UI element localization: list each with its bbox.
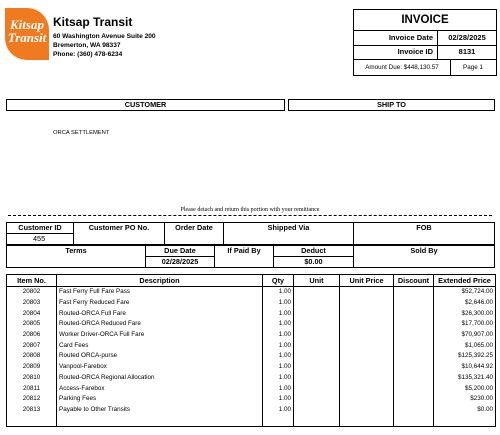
description-cell: Access-Farebox [57,383,263,394]
qty-cell: 1.00 [263,308,294,319]
col-item-no: Item No. [7,275,57,287]
ship-to-header: SHIP TO [288,99,495,111]
extended-price-cell: $26,300.00 [434,308,496,319]
qty-cell: 1.00 [263,319,294,330]
invoice-id-value: 8131 [458,47,476,56]
logo-line-1: Kitsap [10,17,44,32]
unit-cell [294,308,340,319]
unit-price-cell [340,415,394,426]
qty-cell: 1.00 [263,383,294,394]
customer-po-label: Customer PO No. [73,222,165,245]
unit-cell [294,287,340,298]
discount-cell [394,415,434,426]
extended-price-cell: $2,646.00 [434,298,496,309]
deduct-value: $0.00 [273,256,354,268]
invoice-id-label: Invoice ID [354,45,438,59]
extended-price-cell: $10,644.92 [434,362,496,373]
qty-cell: 1.00 [263,351,294,362]
discount-cell [394,362,434,373]
unit-cell [294,362,340,373]
customer-id-label: Customer ID [6,222,74,234]
shipped-via-label: Shipped Via [223,222,354,245]
qty-cell: 1.00 [263,373,294,384]
unit-cell [294,405,340,416]
invoice-box [353,9,497,76]
extended-price-cell: $125,392.25 [434,351,496,362]
table-row [7,351,496,362]
table-row [7,415,496,426]
discount-cell [394,373,434,384]
company-address-1: 60 Washington Avenue Suite 200 [53,33,156,40]
invoice-date-label: Invoice Date [354,31,438,45]
qty-cell: 1.00 [263,298,294,309]
company-phone: Phone: (360) 478-6234 [53,51,123,58]
line-items-table [6,274,496,427]
terms-label: Terms [6,245,146,268]
if-paid-by-label: If Paid By [214,245,274,268]
qty-cell: 1.00 [263,405,294,416]
table-row [7,319,496,330]
unit-price-cell [340,394,394,405]
table-header-row [7,275,496,287]
extended-price-cell: $70,907.00 [434,330,496,341]
description-cell: Routed ORCA-purse [57,351,263,362]
qty-cell: 1.00 [263,394,294,405]
discount-cell [394,308,434,319]
sold-by-label: Sold By [353,245,495,268]
amount-due: Amount Due: $448,130.57 [354,60,451,76]
detach-notice [0,207,500,213]
due-date-value: 02/28/2025 [145,256,215,268]
col-discount: Discount [394,275,434,287]
item-number-cell: 20803 [7,298,57,309]
description-cell [57,415,263,426]
description-cell: Vanpool-Farebox [57,362,263,373]
item-number-cell: 20810 [7,373,57,384]
description-cell: Parking Fees [57,394,263,405]
logo-line-2: Transit [7,30,47,45]
customer-id-value: 455 [6,233,74,245]
col-extended-price: Extended Price [434,275,496,287]
table-row [7,340,496,351]
page-number: Page 1 [463,64,483,71]
qty-cell: 1.00 [263,362,294,373]
invoice-id-row [354,45,496,60]
discount-cell [394,383,434,394]
due-date-label: Due Date [145,245,215,257]
qty-cell: 1.00 [263,330,294,341]
description-cell: Routed-ORCA Reduced Fare [57,319,263,330]
table-row [7,383,496,394]
item-number-cell: 20812 [7,394,57,405]
company-name: Kitsap Transit [53,15,133,29]
unit-price-cell [340,330,394,341]
unit-price-cell [340,308,394,319]
item-number-cell: 20808 [7,351,57,362]
deduct-label: Deduct [273,245,354,257]
extended-price-cell: $135,321.40 [434,373,496,384]
table-row [7,362,496,373]
invoice-date-value: 02/28/2025 [448,33,486,42]
unit-price-cell [340,340,394,351]
unit-price-cell [340,287,394,298]
company-logo [5,8,49,60]
item-number-cell: 20809 [7,362,57,373]
extended-price-cell: $230.00 [434,394,496,405]
unit-cell [294,340,340,351]
description-cell: Card Fees [57,340,263,351]
description-cell: Payable to Other Transits [57,405,263,416]
item-number-cell: 20804 [7,308,57,319]
unit-price-cell [340,405,394,416]
unit-cell [294,394,340,405]
description-cell: Routed-ORCA Regional Allocation [57,373,263,384]
unit-cell [294,373,340,384]
item-number-cell: 20805 [7,319,57,330]
description-cell: Fast Ferry Full Fare Pass [57,287,263,298]
col-description: Description [57,275,263,287]
unit-cell [294,330,340,341]
discount-cell [394,340,434,351]
discount-cell [394,405,434,416]
unit-cell [294,383,340,394]
unit-cell [294,351,340,362]
item-number-cell: 20811 [7,383,57,394]
table-row [7,405,496,416]
qty-cell: 1.00 [263,340,294,351]
customer-header: CUSTOMER [6,99,285,111]
qty-cell [263,415,294,426]
unit-price-cell [340,362,394,373]
unit-price-cell [340,383,394,394]
table-row [7,330,496,341]
invoice-date-row [354,31,496,46]
unit-cell [294,319,340,330]
col-qty: Qty [263,275,294,287]
extended-price-cell: $0.00 [434,405,496,416]
order-date-label: Order Date [164,222,224,245]
fob-label: FOB [353,222,495,245]
description-cell: Fast Ferry Reduced Fare [57,298,263,309]
extended-price-cell: $52,724.00 [434,287,496,298]
discount-cell [394,351,434,362]
invoice-title: INVOICE [354,10,496,31]
discount-cell [394,298,434,309]
discount-cell [394,287,434,298]
extended-price-cell: $17,700.00 [434,319,496,330]
extended-price-cell: $5,200.00 [434,383,496,394]
customer-name: ORCA SETTLEMENT [53,130,110,136]
description-cell: Routed-ORCA Full Fare [57,308,263,319]
detach-divider [8,215,492,216]
table-row [7,373,496,384]
description-cell: Worker Driver-ORCA Full Fare [57,330,263,341]
table-row [7,298,496,309]
discount-cell [394,330,434,341]
item-number-cell: 20806 [7,330,57,341]
discount-cell [394,319,434,330]
discount-cell [394,394,434,405]
unit-cell [294,298,340,309]
table-row [7,287,496,298]
col-unit-price: Unit Price [340,275,394,287]
unit-cell [294,415,340,426]
col-unit: Unit [294,275,340,287]
table-row [7,394,496,405]
item-number-cell [7,415,57,426]
detach-notice-text: Please detach and return this portion with your remittance [178,207,323,213]
item-number-cell: 20807 [7,340,57,351]
table-row [7,308,496,319]
unit-price-cell [340,351,394,362]
company-address-2: Bremerton, WA 98337 [53,42,121,49]
item-number-cell: 20813 [7,405,57,416]
unit-price-cell [340,373,394,384]
qty-cell: 1.00 [263,287,294,298]
unit-price-cell [340,319,394,330]
extended-price-cell [434,415,496,426]
unit-price-cell [340,298,394,309]
item-number-cell: 20802 [7,287,57,298]
extended-price-cell: $1,065.00 [434,340,496,351]
